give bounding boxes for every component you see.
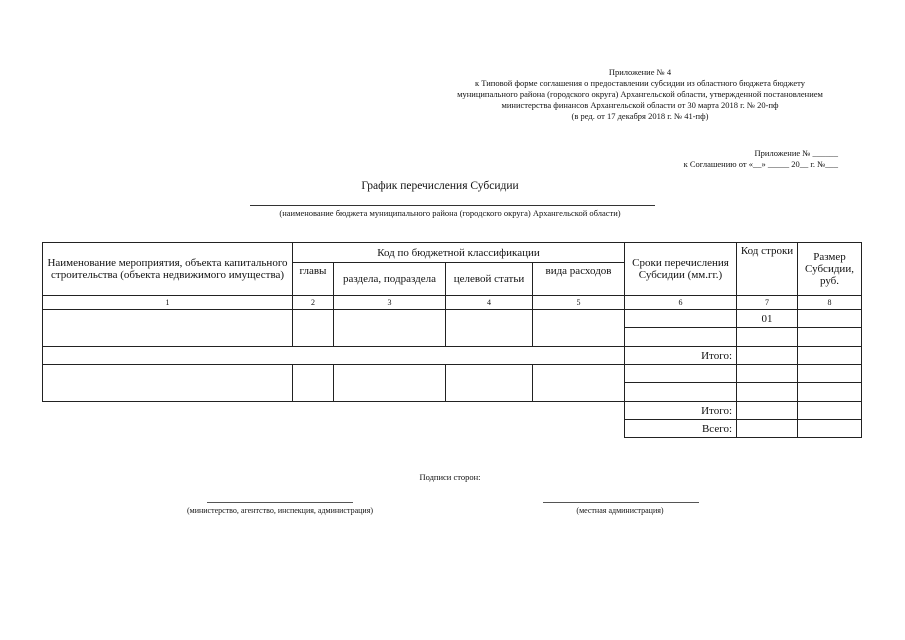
signature-caption-ministry: (министерство, агентство, инспекция, администрация) (186, 506, 374, 515)
table-grid-line (624, 382, 862, 383)
subtotal-label: Итого: (701, 349, 732, 362)
header-row-code: Код строки (740, 245, 794, 257)
header-event-name: Наименование мероприятия, объекта капитального строительства (объекта недвижимого имущества) (47, 257, 288, 281)
column-number: 6 (678, 297, 683, 307)
budget-name-line[interactable] (250, 205, 655, 206)
table-grid-line (42, 364, 862, 365)
appendix-line: министерства финансов Архангельской области от 30 марта 2018 г. № 20-пф (501, 100, 779, 110)
table-border-right (861, 242, 862, 438)
column-number: 5 (576, 297, 581, 307)
header-target-article: целевой статьи (453, 273, 525, 285)
table-grid-line (42, 401, 862, 402)
appendix-line: к Типовой форме соглашения о предоставлении субсидии из областного бюджета бюджету (475, 78, 805, 88)
header-subsidy-amount: Размер Субсидии, руб. (805, 251, 854, 287)
column-number: 1 (165, 297, 170, 307)
page-title: График перечисления Субсидии (361, 180, 519, 192)
column-number: 3 (387, 297, 392, 307)
signatures-title: Подписи сторон: (419, 472, 481, 482)
header-chapter: главы (299, 265, 327, 277)
column-number: 2 (311, 297, 315, 307)
agreement-appendix-number: Приложение № ______ (754, 148, 838, 158)
appendix-line: (в ред. от 17 декабря 2018 г. № 41-пф) (571, 111, 709, 121)
table-grid-line (333, 364, 334, 401)
column-number: 7 (765, 297, 769, 307)
table-grid-line (42, 346, 862, 347)
column-number: 4 (487, 297, 491, 307)
table-grid-line (445, 364, 446, 401)
header-section: раздела, подраздела (343, 273, 436, 285)
agreement-reference (600, 148, 838, 170)
appendix-line: Приложение № 4 (608, 67, 672, 77)
row-code-value: 01 (761, 312, 773, 325)
table-grid-line (532, 364, 533, 401)
budget-name-caption: (наименование бюджета муниципального района (городского округа) Архангельской области) (279, 208, 621, 218)
appendix-line: муниципального района (городского округа) Архангельской области, утвержденной постановлением (457, 89, 823, 99)
agreement-date-line: к Соглашению от «__» _____ 20__ г. №___ (683, 159, 838, 169)
subtotal-label: Итого: (701, 404, 732, 417)
appendix-header (380, 67, 900, 122)
table-grid-line (624, 327, 862, 328)
signature-caption-local-admin: (местная администрация) (576, 506, 664, 515)
table-grid-line (292, 364, 293, 401)
header-transfer-terms: Сроки перечисления Субсидии (мм.гг.) (632, 257, 729, 281)
table-border-bottom (624, 437, 862, 438)
signature-line-ministry[interactable] (207, 502, 353, 503)
header-budget-code: Код по бюджетной классификации (377, 246, 540, 259)
total-label: Всего: (701, 422, 732, 435)
column-number: 8 (827, 297, 832, 307)
signature-line-local-admin[interactable] (543, 502, 699, 503)
header-expense-type: вида расходов (545, 265, 612, 277)
